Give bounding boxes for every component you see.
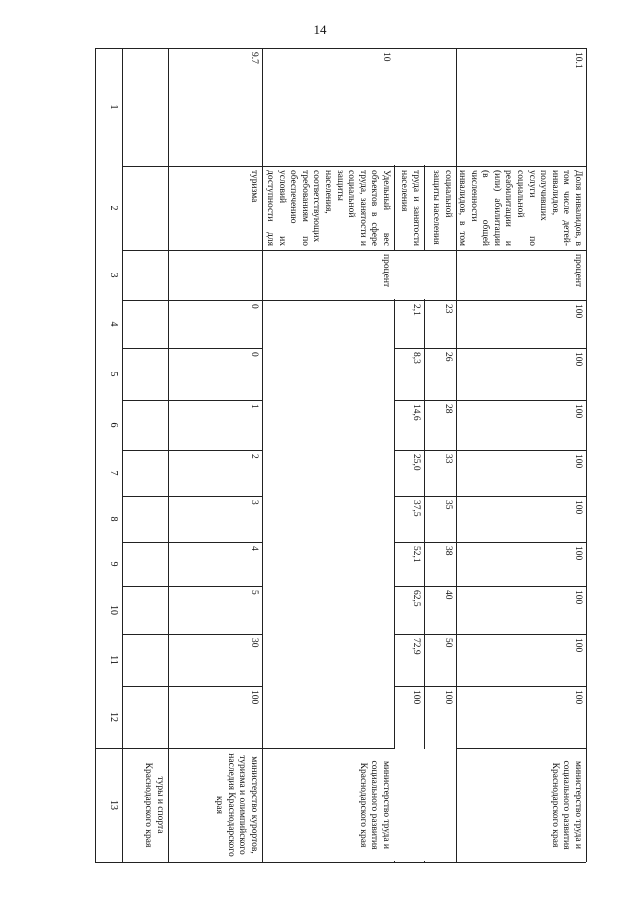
value-cell: 35 bbox=[443, 500, 453, 510]
value-cell: 23 bbox=[443, 304, 453, 314]
value-cell: 26 bbox=[443, 352, 453, 362]
indicator-name: Удельный вес объектов в сфере труда, занятости и социальной защиты населения, соответствующих требованиям по обеспечению условий их доступности для bbox=[265, 170, 391, 246]
value-cell: 1 bbox=[249, 404, 259, 409]
column-border bbox=[122, 686, 168, 687]
column-border bbox=[95, 862, 586, 863]
column-border bbox=[122, 496, 168, 497]
value-cell: 4 bbox=[249, 546, 259, 551]
column-border bbox=[122, 450, 168, 451]
unit-cell: процент bbox=[573, 254, 583, 288]
value-cell: 100 bbox=[573, 690, 583, 705]
value-cell: 40 bbox=[443, 590, 453, 600]
column-border bbox=[122, 634, 168, 635]
value-cell: 2 bbox=[249, 454, 259, 459]
value-cell: 8,3 bbox=[411, 352, 421, 364]
merged-cell-mask bbox=[423, 49, 426, 165]
column-border bbox=[122, 166, 168, 167]
value-cell: 0 bbox=[249, 352, 259, 357]
value-cell: 33 bbox=[443, 454, 453, 464]
value-cell: 37,5 bbox=[411, 500, 421, 517]
header-cell: 7 bbox=[108, 470, 119, 476]
indicator-name: труда и занятости населения bbox=[399, 170, 421, 246]
row-border bbox=[586, 48, 587, 862]
responsible-cell: министерство труда и социального развития Краснодарского края bbox=[549, 760, 583, 850]
value-cell: 2,1 bbox=[411, 304, 421, 316]
indicator-name: социальной защиты населения bbox=[431, 170, 453, 245]
value-cell: 100 bbox=[573, 546, 583, 561]
header-cell: 3 bbox=[108, 272, 119, 278]
value-cell: 52,1 bbox=[411, 546, 421, 563]
merged-cell-mask bbox=[423, 749, 426, 861]
header-cell: 10 bbox=[108, 605, 119, 615]
value-cell: 50 bbox=[443, 638, 453, 648]
column-border bbox=[122, 400, 168, 401]
header-cell: 12 bbox=[108, 712, 119, 722]
column-border bbox=[168, 250, 262, 251]
value-cell: 14,6 bbox=[411, 404, 421, 421]
header-cell: 1 bbox=[108, 104, 119, 110]
column-border bbox=[122, 300, 168, 301]
responsible-cell: министерство труда и социального развития Краснодарского края bbox=[357, 760, 391, 850]
column-border bbox=[262, 300, 394, 301]
value-cell: 100 bbox=[573, 352, 583, 367]
page-number: 14 bbox=[313, 22, 327, 37]
value-cell: 0 bbox=[249, 304, 259, 309]
value-cell: 100 bbox=[249, 690, 259, 705]
value-cell: 100 bbox=[411, 690, 421, 705]
unit-cell: процент bbox=[381, 254, 391, 288]
value-cell: 25,0 bbox=[411, 454, 421, 471]
header-cell: 4 bbox=[108, 321, 119, 327]
responsible-cell: министерство курортов, туризма и олимпийского наследия Краснодарского края bbox=[214, 753, 259, 857]
value-cell: 72,9 bbox=[411, 638, 421, 655]
value-cell: 100 bbox=[573, 638, 583, 653]
indicator-name: Доля инвалидов, в том числе детей-инвалидов, получивших услуги по социальной реабилитации и (или) абилитации (в общей численности инвалидов, в том bbox=[457, 170, 583, 246]
value-cell: 3 bbox=[249, 500, 259, 505]
value-cell: 38 bbox=[443, 546, 453, 556]
row-number: 9.7 bbox=[249, 52, 259, 64]
value-cell: 100 bbox=[573, 304, 583, 319]
header-cell: 9 bbox=[108, 561, 119, 567]
value-cell: 30 bbox=[249, 638, 259, 648]
row-number: 10.1 bbox=[573, 52, 583, 69]
column-border bbox=[122, 586, 168, 587]
column-border bbox=[122, 250, 168, 251]
header-cell: 13 bbox=[108, 800, 119, 810]
value-cell: 100 bbox=[573, 404, 583, 419]
row-number: 10 bbox=[381, 52, 391, 62]
value-cell: 100 bbox=[573, 500, 583, 515]
header-cell: 11 bbox=[108, 655, 119, 665]
header-cell: 8 bbox=[108, 516, 119, 522]
row-border bbox=[122, 48, 123, 862]
value-cell: 100 bbox=[443, 690, 453, 705]
header-cell: 5 bbox=[108, 371, 119, 377]
responsible-cell: туры и спорта Краснодарского края bbox=[143, 762, 165, 848]
value-cell: 62,5 bbox=[411, 590, 421, 607]
value-cell: 100 bbox=[573, 590, 583, 605]
value-cell: 28 bbox=[443, 404, 453, 414]
header-cell: 6 bbox=[108, 422, 119, 428]
column-border bbox=[122, 348, 168, 349]
indicator-name: туризма bbox=[249, 170, 259, 203]
value-cell: 100 bbox=[573, 454, 583, 469]
value-cell: 5 bbox=[249, 590, 259, 595]
column-border bbox=[122, 542, 168, 543]
header-cell: 2 bbox=[108, 205, 119, 211]
merged-cell-mask bbox=[423, 251, 426, 299]
